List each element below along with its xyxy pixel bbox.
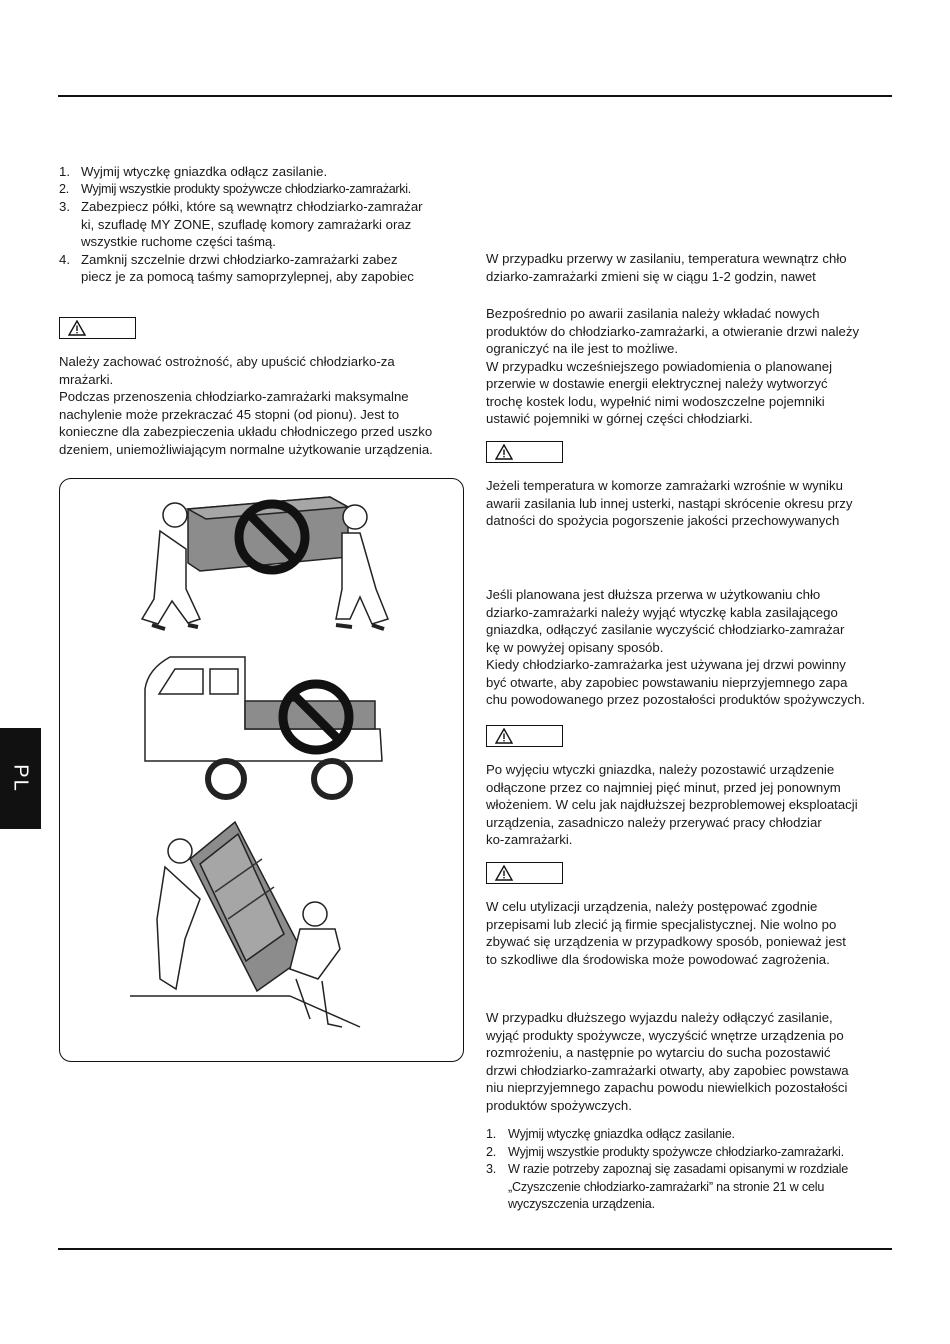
caution-label [486, 862, 563, 884]
right-column [486, 0, 896, 1344]
transport-steps [59, 163, 464, 286]
language-tab-label: PL [10, 764, 32, 793]
list-item: 1. Wyjmij wtyczkę gniazdka odłącz zasilanie. [59, 164, 328, 179]
list-item: 2. Wyjmij wszystkie produkty spożywcze chłodziarko-zamrażarki. [59, 181, 412, 196]
disposal-text: W celu utylizacji urządzenia, należy postępować zgodnie przepisami lub zlecić ją firmie specjalistycznej. Nie wolno po zbywać się urządzenia w przypadkowy sposób, ponieważ jest to szkodliwe dla środowiska może powodować zagrożenia. [486, 899, 846, 967]
warning-triangle-icon [495, 444, 513, 460]
power-outage-advice: Bezpośrednio po awarii zasilania należy wkładać nowych produktów do chłodziarko-zamrażarki, a otwieranie drzwi należy ograniczyć na ile jest to możliwe. W przypadku wcześniejszego powiadomienia o planowanej przerwie w dostawie energii elektrycznej należy wytworzyć trochę kostek lodu, wypełnić nimi wodoszczelne pojemniki ustawić pojemniki w górnej części chłodziarki. [486, 306, 860, 426]
holiday-text: W przypadku dłuższego wyjazdu należy odłączyć zasilanie, wyjąć produkty spożywcze, wyczyścić wnętrze urządzenia po rozmrożeniu, a następnie po wytarciu do sucha pozostawić drzwi chłodziarko-zamrażarki otwarty, aby zapobiec powstawa niu nieprzyjemnego zapachu powodu niewielkich pozostałości produktów spożywczych. [486, 1010, 849, 1113]
caution-text-2: Po wyjęciu wtyczki gniazdka, należy pozostawić urządzenie odłączone przez co najmniej pięć minut, przed jej ponownym włożeniem. W celu jak najdłuższej bezproblemowej eksploatacji urządzenia, zasadniczo należy przerywać pracy chłodziar ko-zamrażarki. [486, 762, 858, 847]
caution-label [59, 317, 136, 339]
caution-label [486, 725, 563, 747]
list-item: 4. Zamknij szczelnie drzwi chłodziarko-zamrażarki zabez piecz je za pomocą taśmy samoprzylepnej, aby zapobiec [59, 251, 414, 284]
warning-triangle-icon [495, 865, 513, 881]
language-tab [0, 728, 41, 829]
transport-illustration [59, 478, 464, 1062]
carrying-illustration [142, 497, 388, 629]
warning-triangle-icon [495, 728, 513, 744]
caution-text-1: Jeżeli temperatura w komorze zamrażarki wzrośnie w wyniku awarii zasilania lub innej usterki, nastąpi skrócenie okresu przy datności do spożycia pogorszenie jakości przechowywanych [486, 478, 853, 528]
transport-warning-text: Należy zachować ostrożność, aby upuścić chłodziarko-za mrażarki. Podczas przenoszenia chłodziarko-zamrażarki maksymalne nachylenie może przekraczać 45 stopni (od pionu). Jest to konieczne dla zabezpieczenia układu chłodniczego przed uszko dzeniem, uniemożliwiającym normalne użytkowanie urządzenia. [59, 354, 433, 457]
list-item: 3. W razie potrzeby zapoznaj się zasadami opisanymi w rozdziale „Czyszczenie chłodziarko-zamrażarki” na stronie 21 w celu wyczyszczenia urządzenia. [486, 1162, 849, 1211]
long-break-text: Jeśli planowana jest dłuższa przerwa w użytkowaniu chło dziarko-zamrażarki należy wyjąć wtyczkę kabla zasilającego gniazdka, odłączyć zasilanie wyczyścić chłodziarko-zamrażar kę w powyżej opisany sposób. Kiedy chłodziarko-zamrażarka jest używana jej drzwi powinny być otwarte, aby zapobiec powstawaniu nieprzyjemnego zapa chu powodowanego przez pozostałości produktów spożywczych. [486, 587, 865, 707]
list-item: 3. Zabezpiecz półki, które są wewnątrz chłodziarko-zamrażar ki, szufladę MY ZONE, szufladę komory zamrażarki oraz wszystkie ruchome części taśmą. [59, 199, 423, 249]
tilting-fridge-illustration [130, 822, 360, 1027]
caution-label [486, 441, 563, 463]
warning-triangle-icon [68, 320, 86, 336]
list-item: 2. Wyjmij wszystkie produkty spożywcze chłodziarko-zamrażarki. [486, 1144, 844, 1159]
list-item: 1. Wyjmij wtyczkę gniazdka odłącz zasilanie. [486, 1127, 735, 1141]
holiday-steps [486, 1126, 896, 1214]
power-outage-text: W przypadku przerwy w zasilaniu, temperatura wewnątrz chło dziarko-zamrażarki zmieni się w ciągu 1-2 godzin, nawet [486, 251, 847, 284]
